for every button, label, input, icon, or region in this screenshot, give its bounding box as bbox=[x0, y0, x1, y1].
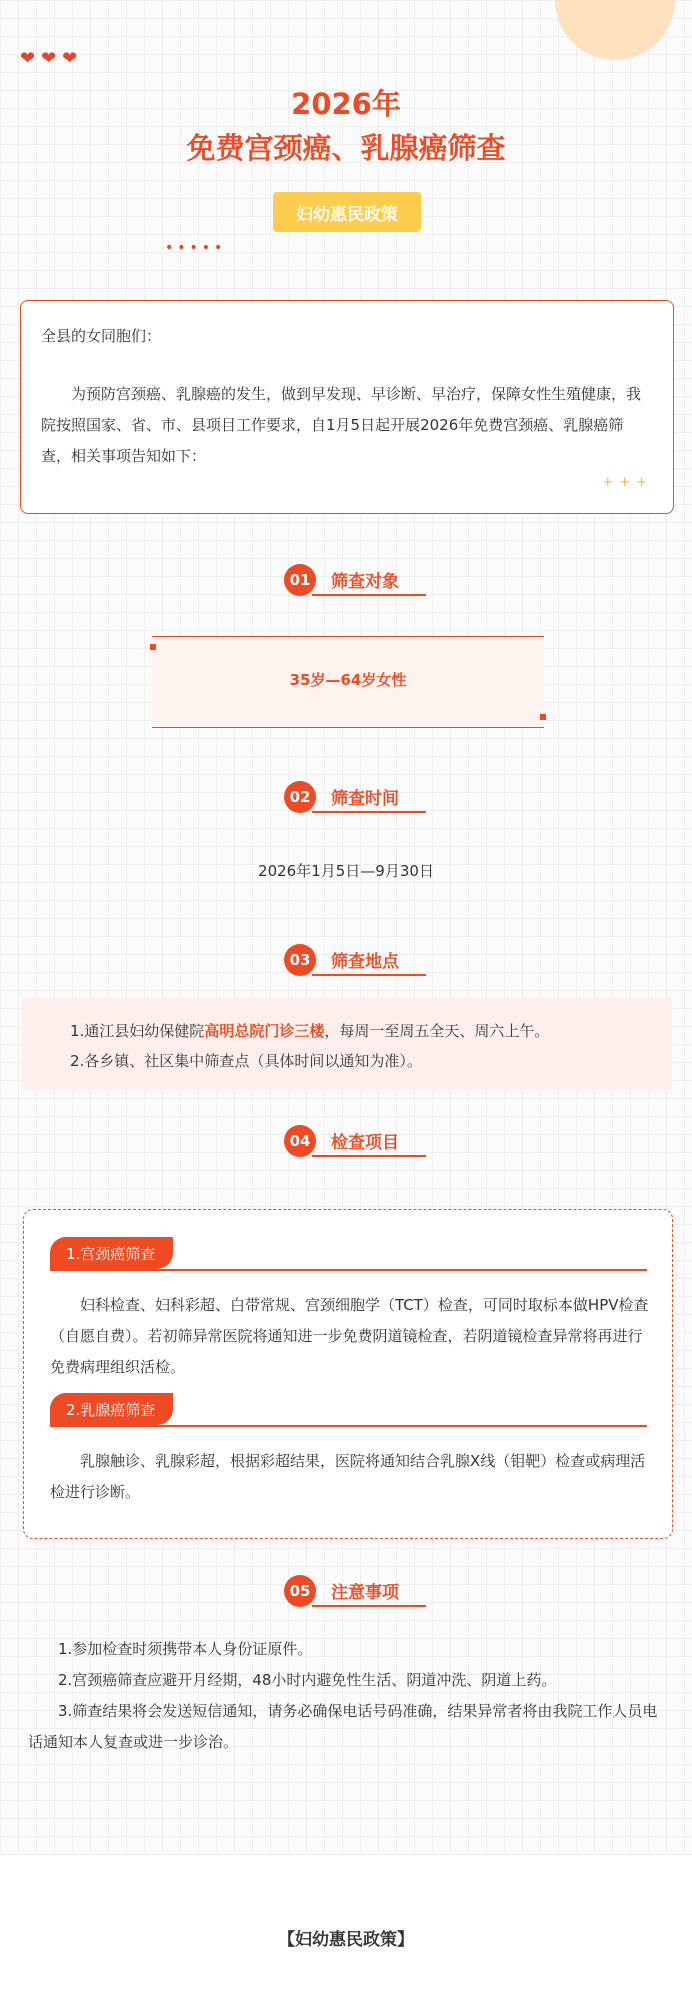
section-title: 注意事项 bbox=[331, 1583, 399, 1603]
footer-text: 【妇幼惠民政策】 bbox=[278, 1930, 414, 1950]
corner-square bbox=[540, 714, 546, 720]
tag-underline bbox=[50, 1269, 647, 1271]
exam-tag-cervical: 1.宫颈癌筛查 bbox=[50, 1237, 173, 1269]
location-box bbox=[22, 998, 672, 1090]
section-number: 05 bbox=[284, 1575, 316, 1607]
intro-greeting: 全县的女同胞们： bbox=[41, 327, 162, 345]
target-box bbox=[152, 636, 544, 728]
exam-para-cervical: 妇科检查、妇科彩超、白带常规、宫颈细胞学（TCT）检查，可同时取标本做HPV检查（自愿自费）。若初筛异常医院将通知进一步免费阴道镜检查，若阴道镜检查异常将再进行免费病理组织活检。 bbox=[50, 1296, 649, 1376]
section-underline bbox=[312, 811, 426, 813]
location-line-1: 1.通江县妇幼保健院高明总院门诊三楼，每周一至周五全天、周六上午。 bbox=[70, 1022, 550, 1040]
note-item: 1.参加检查时须携带本人身份证原件。 bbox=[58, 1640, 313, 1658]
section-underline bbox=[312, 974, 426, 976]
dots-decor: ••••• bbox=[165, 240, 227, 256]
exam-tag-breast: 2.乳腺癌筛查 bbox=[50, 1393, 173, 1425]
intro-card bbox=[20, 300, 674, 514]
section-underline bbox=[312, 1605, 426, 1607]
section-underline bbox=[312, 1155, 426, 1157]
note-item: 3.筛查结果将会发送短信通知，请务必确保电话号码准确，结果异常者将由我院工作人员电话通知本人复查或进一步诊治。 bbox=[28, 1702, 658, 1751]
target-text: 35岁—64岁女性 bbox=[289, 671, 407, 689]
section-number: 04 bbox=[284, 1125, 316, 1157]
plus-decor: +++ bbox=[602, 475, 653, 490]
exam-para-breast: 乳腺触诊、乳腺彩超，根据彩超结果，医院将通知结合乳腺X线（钼靶）检查或病理活检进行诊断。 bbox=[50, 1452, 646, 1501]
hearts-decor: ❤❤❤ bbox=[20, 48, 84, 69]
page-title-year: 2026年 bbox=[291, 87, 401, 121]
screening-date: 2026年1月5日—9月30日 bbox=[258, 862, 434, 880]
page-title: 免费宫颈癌、乳腺癌筛查 bbox=[186, 131, 506, 165]
exam-box bbox=[23, 1209, 673, 1539]
tag-underline bbox=[50, 1425, 647, 1427]
section-title: 筛查地点 bbox=[331, 952, 399, 972]
corner-square bbox=[150, 644, 156, 650]
section-number: 03 bbox=[284, 944, 316, 976]
section-number: 02 bbox=[284, 781, 316, 813]
section-title: 检查项目 bbox=[331, 1133, 399, 1153]
section-number: 01 bbox=[284, 564, 316, 596]
note-item: 2.宫颈癌筛查应避开月经期，48小时内避免性生活、阴道冲洗、阴道上药。 bbox=[58, 1671, 557, 1689]
section-title: 筛查对象 bbox=[331, 572, 399, 592]
location-line-2: 2.各乡镇、社区集中筛查点（具体时间以通知为准）。 bbox=[70, 1052, 422, 1070]
policy-badge: 妇幼惠民政策 bbox=[273, 192, 421, 232]
location-highlight: 高明总院门诊三楼 bbox=[204, 1022, 325, 1040]
section-title: 筛查时间 bbox=[331, 789, 399, 809]
section-underline bbox=[312, 594, 426, 596]
intro-body: 为预防宫颈癌、乳腺癌的发生，做到早发现、早诊断、早治疗，保障女性生殖健康，我院按照国家、省、市、县项目工作要求，自1月5日起开展2026年免费宫颈癌、乳腺癌筛查，相关事项告知如下： bbox=[41, 385, 642, 465]
